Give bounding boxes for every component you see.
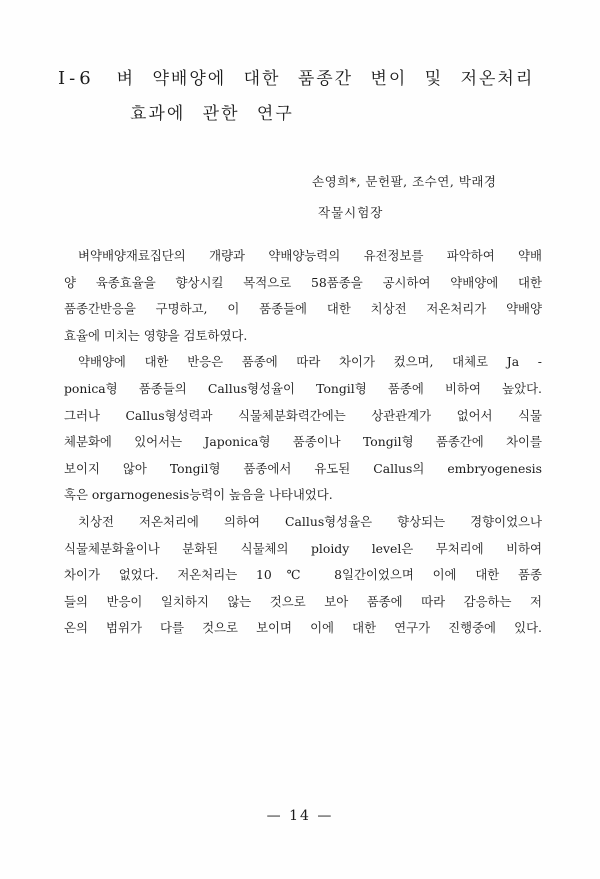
body-line: 그러나 Callus형성력과 식물체분화력간에는 상관관계가 없어서 식물 [64,407,542,423]
title-line-2: 효과에 관한 연구 [130,104,294,124]
body-line: 온의 범위가 다를 것으로 보이며 이에 대한 연구가 진행중에 있다. [64,620,542,636]
body-line: 양 육종효율을 향상시킬 목적으로 58품종을 공시하여 약배양에 대한 [64,274,542,290]
page-number: — 14 — [266,808,334,824]
title-line-1 [58,64,558,89]
body-line: 체분화에 있어서는 Japonica형 품종이나 Tongil형 품종간에 차이를 [64,434,542,450]
body-line: 식물체분화율이나 분화된 식물체의 ploidy level은 무처리에 비하여 [64,540,542,556]
author-list: 손영희*, 문헌팔, 조수연, 박래경 [312,174,497,189]
body-line: 들의 반응이 일치하지 않는 것으로 보아 품종에 따라 감응하는 저 [64,593,542,609]
body-line: ponica형 품종들의 Callus형성율이 Tongil형 품종에 비하여 높았다. [64,380,542,396]
body-line: 차이가 없었다. 저온처리는 10℃ 8일간이었으며 이에 대한 품종 [64,567,542,583]
body-line: 품종간반응을 구명하고, 이 품종들에 대한 치상전 저온처리가 약배양 [64,301,542,317]
title-text-1: 벼 약배양에 대한 품종간 변이 및 저온처리 [116,69,535,89]
body-line: 효율에 미치는 영향을 검토하였다. [64,327,248,343]
body-line: 혹은 orgarnogenesis능력이 높음을 나타내었다. [64,487,333,503]
body-line: 벼약배양재료집단의 개량과 약배양능력의 유전정보를 파악하여 약배 [78,248,542,263]
body-line: 약배양에 대한 반응은 품종에 따라 차이가 컸으며, 대체로 Ja - [78,354,542,370]
section-number: Ⅰ-6 [58,68,95,89]
paper-title [58,64,558,124]
abstract-body [64,243,542,642]
body-line: 치상전 저온처리에 의하여 Callus형성율은 향상되는 경향이었으나 [78,513,542,529]
body-line: 보이지 않아 Tongil형 품종에서 유도된 Callus의 embryogenesis [64,460,542,476]
affiliation: 작물시험장 [318,205,384,220]
